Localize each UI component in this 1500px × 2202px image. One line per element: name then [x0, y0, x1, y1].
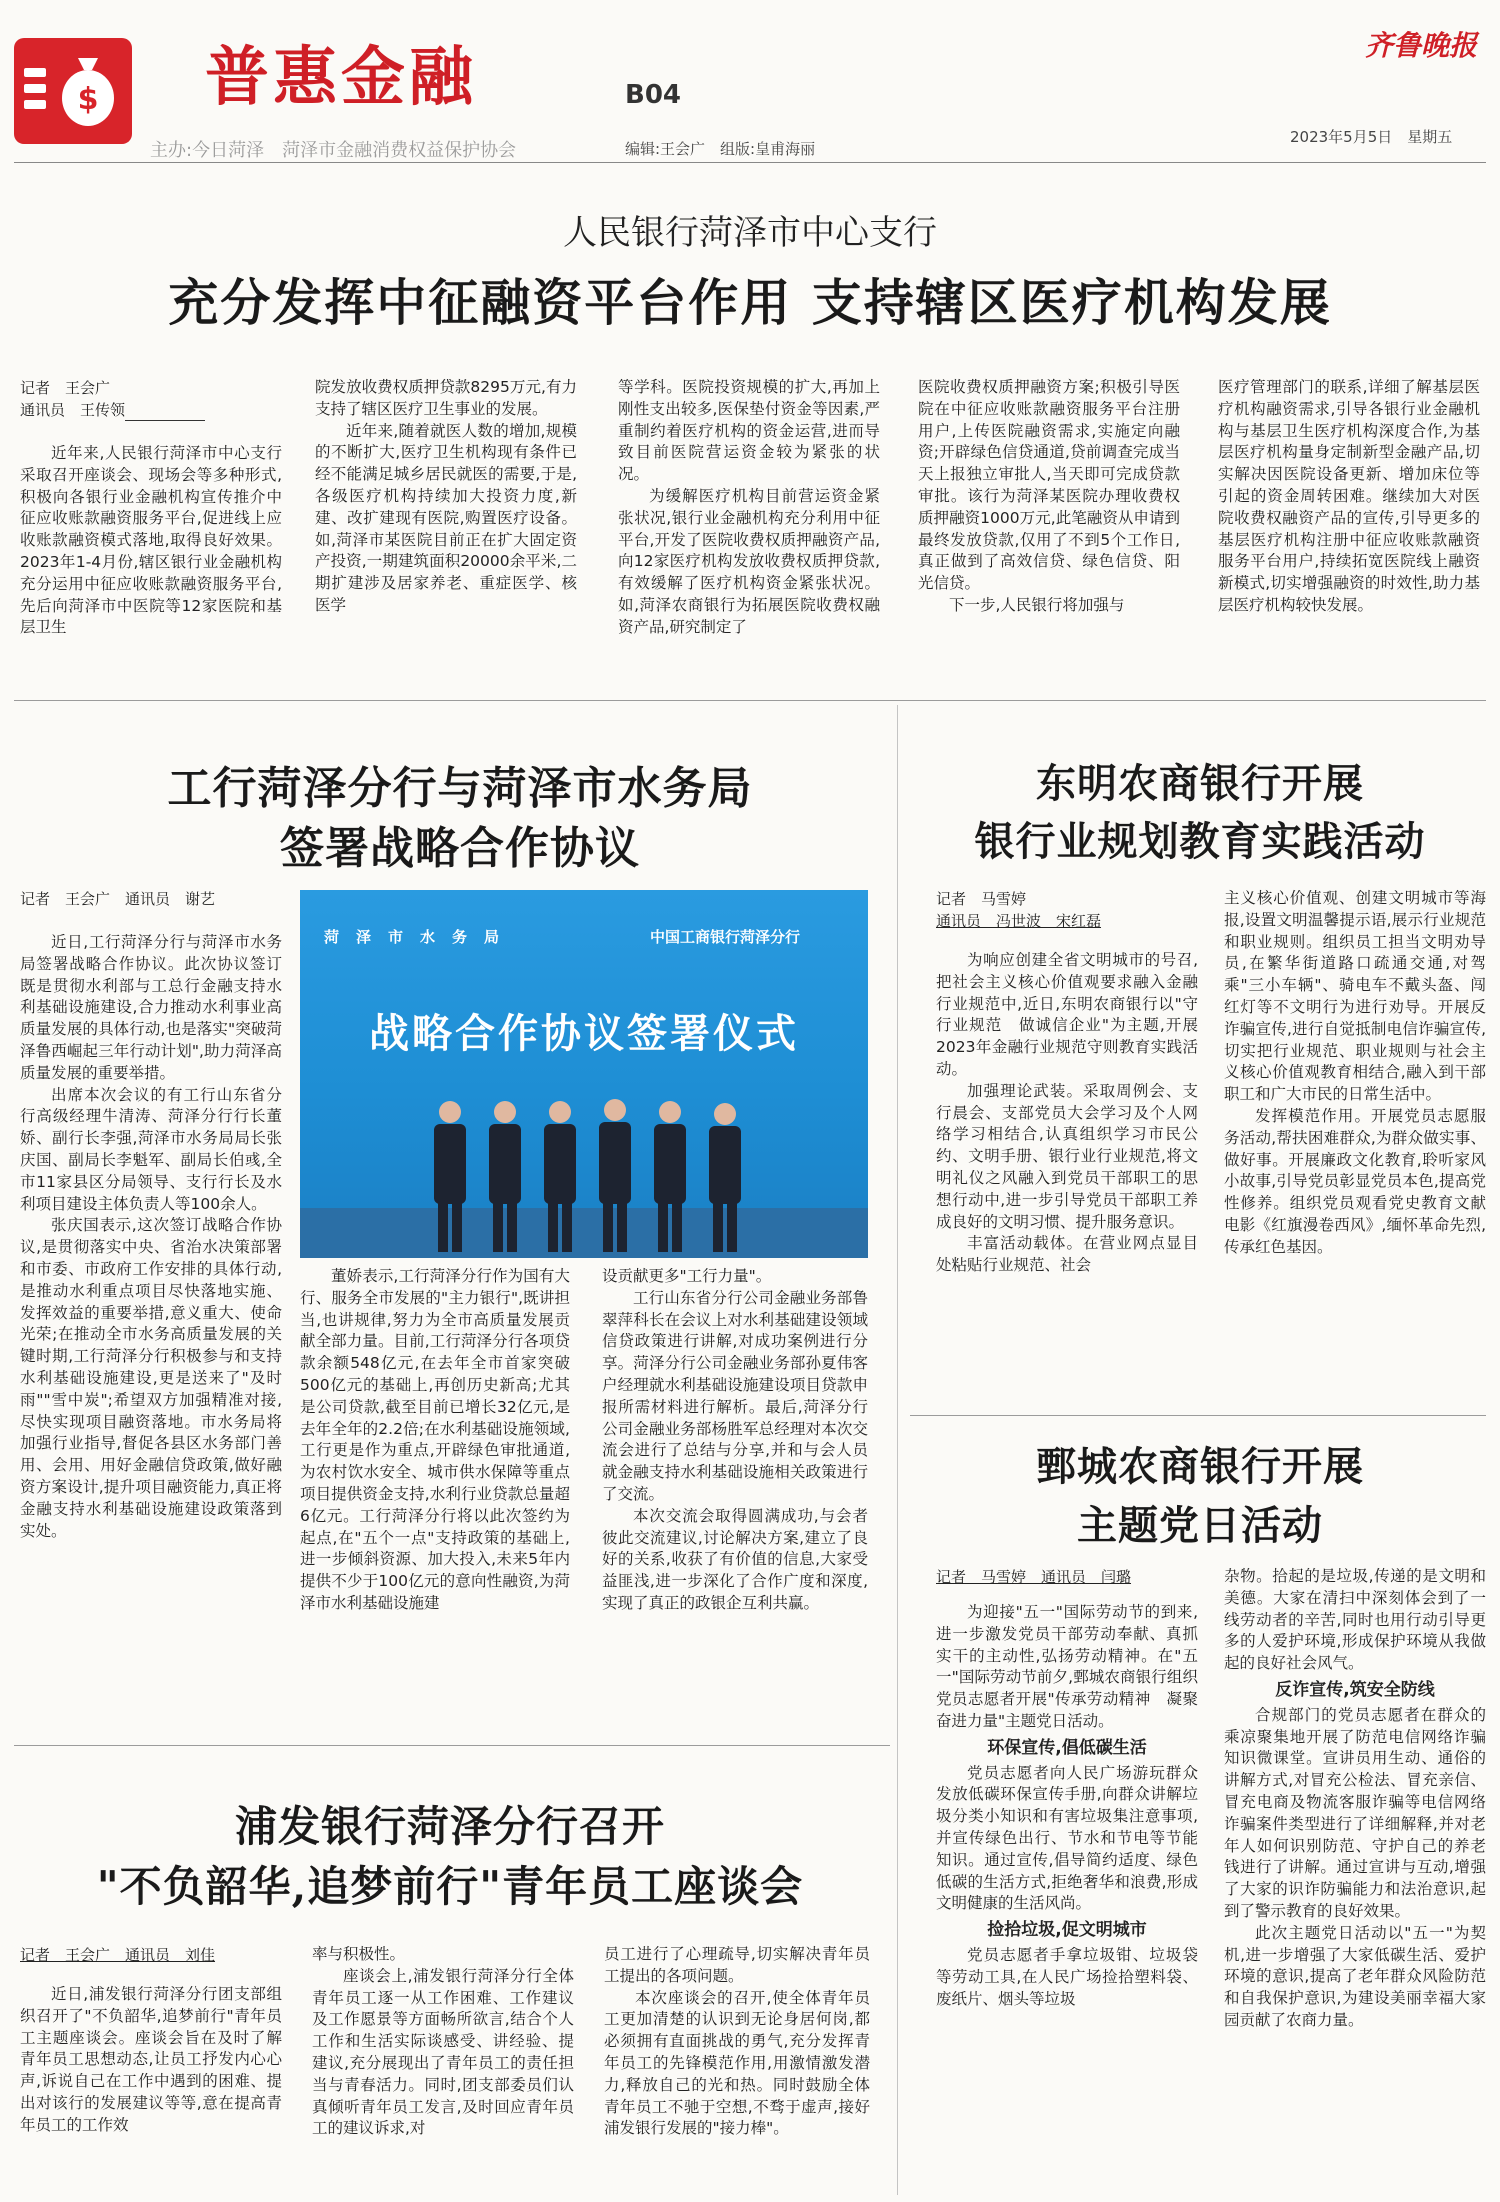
photo-banner-right: 中国工商银行菏泽分行: [650, 928, 801, 946]
reporter: 记者 马雪婷 通讯员 闫璐: [936, 1568, 1132, 1586]
paragraph: 为缓解医疗机构目前营运资金紧张状况,银行业金融机构充分利用中征平台,开发了医院收费权质押融资产品,向12家医疗机构发放收费权质押贷款,有效缓解了医疗机构资金紧张状况。如,菏泽农商银行为拓展医院收费权融资产品,研究制定了: [618, 486, 880, 636]
subheading: 反诈宣传,筑安全防线: [1275, 1679, 1435, 1700]
article5-title-line2: "不负韶华,追梦前行"青年员工座谈会: [96, 1862, 804, 1911]
article5-title-line1: 浦发银行菏泽分行召开: [234, 1802, 665, 1851]
paragraph: 院发放收费权质押贷款8295万元,有力支持了辖区医疗卫生事业的发展。: [315, 378, 577, 418]
paragraph: 主义核心价值观、创建文明城市等海报,设置文明温馨提示语,展示行业规范和职业规则。组织员工担当文明劝导员,在繁华街道路口疏通交通,对驾乘"三小车辆"、骑电车不戴头盔、闯红灯等不文明行为进行劝导。开展反诈骗宣传,进行自觉抵制电信诈骗宣传,切实把行业规范、职业规则与社会主义核心价值观教育相结合,融入到干部职工和广大市民的日常生活中。: [1224, 889, 1486, 1104]
paragraph: 为响应创建全省文明城市的号召,把社会主义核心价值观要求融入金融行业规范中,近日,东明农商银行以"守行业规范 做诚信企业"为主题,开展2023年金融行业规范守则教育实践活动。: [936, 951, 1198, 1078]
paragraph: 医疗管理部门的联系,详细了解基层医疗机构融资需求,引导各银行业金融机构与基层卫生医疗机构深度合作,为基层医疗机构量身定制新型金融产品,切实解决因医院设备更新、增加床位等引起的资金周转困难。继续加大对医院收费权融资产品的宣传,引导更多的基层医疗机构注册中征应收账款融资服务平台用户,持续拓宽医院线上融资新模式,切实增强融资的时效性,助力基层医疗机构较快发展。: [1218, 378, 1480, 614]
article5-col2: [312, 1944, 574, 2196]
subheading: 捡拾垃圾,促文明城市: [987, 1920, 1147, 1941]
masthead-divider: [14, 162, 1486, 163]
section-divider: [14, 700, 1486, 701]
paragraph: 下一步,人民银行将加强与: [949, 595, 1125, 614]
reporter: 记者 马雪婷: [936, 890, 1027, 908]
article4-title-line1: 鄄城农商银行开展: [1036, 1443, 1364, 1490]
paper-name: 齐鲁晚报: [1365, 29, 1478, 62]
correspondent: [20, 399, 282, 421]
byline-underline: [125, 403, 205, 421]
paragraph: 员工进行了心理疏导,切实解决青年员工提出的各项问题。: [604, 1945, 870, 1985]
correspondent: 通讯员 冯世波 宋红磊: [936, 912, 1102, 930]
article2-title-line2: 签署战略合作协议: [280, 823, 640, 874]
paragraph: 本次座谈会的召开,使全体青年员工更加清楚的认识到无论身居何岗,都必须拥有直面挑战的勇气,充分发挥青年员工的先锋模范作用,用激情激发潜力,释放自己的光和热。同时鼓励全体青年员工不驰于空想,不骛于虚声,接好浦发银行发展的"接力棒"。: [604, 1988, 870, 2138]
paragraph: 工行山东省分行公司金融业务部鲁翠萍科长在会议上对水利基础建设领域信贷政策进行讲解,对成功案例进行分享。菏泽分行公司金融业务部孙夏伟客户经理就水利基础设施建设项目贷款申报所需材料进行解析。最后,菏泽分行公司金融业务部杨胜军总经理对本次交流会进行了总结与分享,并和与会人员就金融支持水利基础设施相关政策进行了交流。: [602, 1288, 868, 1503]
article5-col1: [20, 1984, 282, 2196]
section-title: 普惠金融: [205, 40, 477, 115]
paragraph: 座谈会上,浦发银行菏泽分行全体青年员工逐一从工作困难、工作建议及工作愿景等方面畅所欲言,结合个人工作和生活实际谈感受、讲经验、提建议,充分展现出了青年员工的责任担当与青春活力。同时,团支部委员们认真倾听青年员工发言,及时回应青年员工的建议诉求,对: [312, 1966, 574, 2138]
issue-date: 2023年5月5日 星期五: [1290, 128, 1453, 146]
article4-col2: [1224, 1566, 1486, 2196]
group-of-people: [420, 1090, 760, 1258]
paragraph: 近日,浦发银行菏泽分行团支部组织召开了"不负韶华,追梦前行"青年员工主题座谈会。座谈会旨在及时了解青年员工思想动态,让员工抒发内心心声,诉说自己在工作中遇到的困难、提出对该行的发展建议等等,意在提高青年员工的工作效: [20, 1985, 282, 2134]
paragraph: 加强理论武装。采取周例会、支行晨会、支部党员大会学习及个人网络学习相结合,认真组织学习市民公约、文明手册、银行业行业规范,将文明礼仪之风融入到党员干部职工的思想行动中,进一步引导党员干部职工养成良好的文明习惯、提升服务意识。: [936, 1081, 1198, 1231]
photo-banner-left: 菏 泽 市 水 务 局: [324, 928, 501, 946]
article4-col1: [936, 1566, 1198, 2196]
photo-banner-title: 战略合作协议签署仪式: [369, 1011, 799, 1057]
article3-title-line2: 银行业规划教育实践活动: [974, 818, 1426, 865]
paragraph: 等学科。医院投资规模的扩大,再加上刚性支出较多,医保垫付资金等因素,严重制约着医疗机构的资金运营,进而导致目前医院营运资金较为紧张的状况。: [618, 378, 880, 484]
paragraph: 杂物。拾起的是垃圾,传递的是文明和美德。大家在清扫中深刻体会到了一线劳动者的辛苦,同时也用行动引导更多的人爱护环境,形成保护环境从我做起的良好社会风气。: [1224, 1567, 1486, 1673]
article1-kicker: 人民银行菏泽市中心支行: [563, 213, 937, 253]
article3-col1: [936, 888, 1198, 1408]
paragraph: 设贡献更多"工行力量"。: [602, 1267, 772, 1285]
subheading: 环保宣传,倡低碳生活: [987, 1737, 1147, 1758]
paragraph: 董娇表示,工行菏泽分行作为国有大行、服务全市发展的"主力银行",既讲担当,也讲规律,努力为全市高质量发展贡献全部力量。目前,工行菏泽分行各项贷款余额548亿元,在去年全市首家突破500亿元的基础上,再创历史新高;尤其是公司贷款,截至目前已增长32亿元,是去年全年的2.2倍;在水利基础设施领域,工行更是作为重点,开辟绿色审批通道,为农村饮水安全、城市供水保障等重点项目提供资金支持,水利行业贷款总量超6亿元。工行菏泽分行将以此次签约为起点,在"五个一点"支持政策的基础上,进一步倾斜资源、加大投入,未来5年内提供不少于100亿元的意向性融资,为菏泽市水利基础设施建: [300, 1267, 570, 1612]
article3-col2: [1224, 888, 1486, 1408]
paragraph: 近年来,随着就医人数的增加,规模的不断扩大,医疗卫生机构现有条件已经不能满足城乡居民就医的需要,于是,各级医疗机构持续加大投资力度,新建、改扩建现有医院,购置医疗设备。如,菏泽市某医院目前正在扩大固定资产投资,一期建筑面积20000余平米,二期扩建涉及居家养老、重症医学、核医学: [315, 421, 577, 614]
reporter: 记者 王会广: [20, 379, 111, 397]
article2-col2: [300, 1266, 570, 1736]
column-divider: [897, 705, 898, 2195]
article5-col3: [604, 1944, 870, 2196]
signing-photo: [300, 890, 868, 1258]
paragraph: 率与积极性。: [312, 1945, 406, 1963]
paragraph: 此次主题党日活动以"五一"为契机,进一步增强了大家低碳生活、爱护环境的意识,提高了老年群众风险防范和自我保护意识,为建设美丽幸福大家园贡献了农商力量。: [1224, 1923, 1486, 2029]
sponsor-line: 主办:今日菏泽 菏泽市金融消费权益保护协会: [150, 140, 517, 161]
article1-title: 充分发挥中征融资平台作用 支持辖区医疗机构发展: [168, 273, 1332, 332]
paragraph: 近年来,人民银行菏泽市中心支行采取召开座谈会、现场会等多种形式,积极向各银行业金融机构宣传推介中征应收账款融资服务平台,促进线上应收账款融资模式落地,取得良好效果。2023年1-4月份,辖区银行业金融机构充分运用中征应收账款融资服务平台,先后向菏泽市中医院等12家医院和基层卫生: [20, 444, 282, 637]
svg-text:$: $: [77, 82, 99, 117]
paragraph: 党员志愿者向人民广场游玩群众发放低碳环保宣传手册,向群众讲解垃圾分类小知识和有害垃圾集注意事项,并宣传绿色出行、节水和节电等节能知识。通过宣传,倡导简约适度、绿色低碳的生活方式,拒绝奢华和浪费,形成文明健康的生活风尚。: [936, 1763, 1198, 1913]
paragraph: 丰富活动载体。在营业网点显目处粘贴行业规范、社会: [936, 1234, 1198, 1275]
paragraph: 合规部门的党员志愿者在群众的乘凉聚集地开展了防范电信网络诈骗知识微课堂。宣讲员用生动、通俗的讲解方式,对冒充公检法、冒充亲信、冒充电商及物流客服诈骗等电信网络诈骗案件类型进行了详细解释,并对老年人如何识别防范、守护自己的养老钱进行了讲解。通过宣讲与互动,增强了大家的识诈防骗能力和法治意识,起到了警示教育的良好效果。: [1224, 1705, 1486, 1920]
article2-byline: 记者 王会广 通讯员 谢艺: [20, 890, 216, 908]
correspondent-name: 通讯员 王传领: [20, 401, 126, 419]
paragraph: 张庆国表示,这次签订战略合作协议,是贯彻落实中央、省治水决策部署和市委、市政府工作安排的具体行动,是推动水利重点项目尽快落地实施、发挥效益的重要举措,意义重大、使命光荣;在推动全市水务高质量发展的关键时期,工行菏泽分行积极参与和支持水利基础设施建设,更是送来了"及时雨""雪中炭";希望双方加强精准对接,尽快实现项目融资落地。市水务局将加强行业指导,督促各县区水务部门善用、会用、用好金融信贷政策,做好融资方案设计,提升项目融资能力,真正将金融支持水利基础设施建设政策落到实处。: [20, 1216, 282, 1540]
paragraph: 本次交流会取得圆满成功,与会者彼此交流建议,讨论解决方案,建立了良好的关系,收获了有价值的信息,大家受益匪浅,进一步深化了合作广度和深度,实现了真正的政银企互利共赢。: [602, 1506, 868, 1612]
article2-col3: [602, 1266, 868, 1736]
paragraph: 为迎接"五一"国际劳动节的到来,进一步激发党员干部劳动奉献、真抓实干的主动性,弘扬劳动精神。在"五一"国际劳动节前夕,鄄城农商银行组织党员志愿者开展"传承劳动精神 凝聚奋进力量"主题党日活动。: [936, 1603, 1198, 1730]
article2-title-line1: 工行菏泽分行与菏泽市水务局: [167, 763, 753, 814]
section-divider: [910, 1415, 1486, 1416]
article-central-bank: [0, 165, 1500, 685]
paragraph: 近日,工行菏泽分行与菏泽市水务局签署战略合作协议。此次协议签订既是贯彻水利部与工总行金融支持水利基础设施建设,合力推动水利事业高质量发展的具体行动,也是落实"突破菏泽鲁西崛起三年行动计划",助力菏泽高质量发展的重要举措。: [20, 933, 282, 1082]
page-code: B04: [625, 80, 681, 110]
article4-title-line2: 主题党日活动: [1077, 1502, 1323, 1549]
section-divider: [14, 1745, 890, 1746]
article3-title-line1: 东明农商银行开展: [1036, 760, 1364, 807]
paragraph: 医院收费权质押融资方案;积极引导医院在中征应收账款融资服务平台注册用户,上传医院融资需求,实施定向融资;开辟绿色信贷通道,贷前调查完成当天上报独立审批人,当天即可完成贷款审批。该行为菏泽某医院办理收费权质押融资1000万元,此笔融资从申请到最终发放贷款,仅用了不到5个工作日,真正做到了高效信贷、绿色信贷、阳光信贷。: [918, 378, 1180, 593]
masthead: [0, 0, 1500, 160]
money-bag-icon: [14, 38, 132, 144]
article5-byline: 记者 王会广 通讯员 刘佳: [20, 1946, 216, 1964]
article2-col1: [20, 932, 282, 1732]
editor-line: 编辑:王会广 组版:皇甫海丽: [625, 140, 816, 158]
paragraph: 党员志愿者手拿垃圾钳、垃圾袋等劳动工具,在人民广场捡拾塑料袋、废纸片、烟头等垃圾: [936, 1945, 1198, 2008]
paragraph: 出席本次会议的有工行山东省分行高级经理牛清涛、菏泽分行行长董娇、副行长李强,菏泽市水务局局长张庆国、副局长李魁军、副局长伯彧,全市11家县区分局领导、支行行长及水利项目建设主体负责人等100余人。: [20, 1085, 282, 1213]
paragraph: 发挥模范作用。开展党员志愿服务活动,帮扶困难群众,为群众做实事、做好事。开展廉政文化教育,聆听家风小故事,引导党员彰显党员本色,提高党性修养。组织党员观看党史教育文献电影《红旗漫卷西风》,缅怀革命先烈,传承红色基因。: [1224, 1106, 1486, 1256]
